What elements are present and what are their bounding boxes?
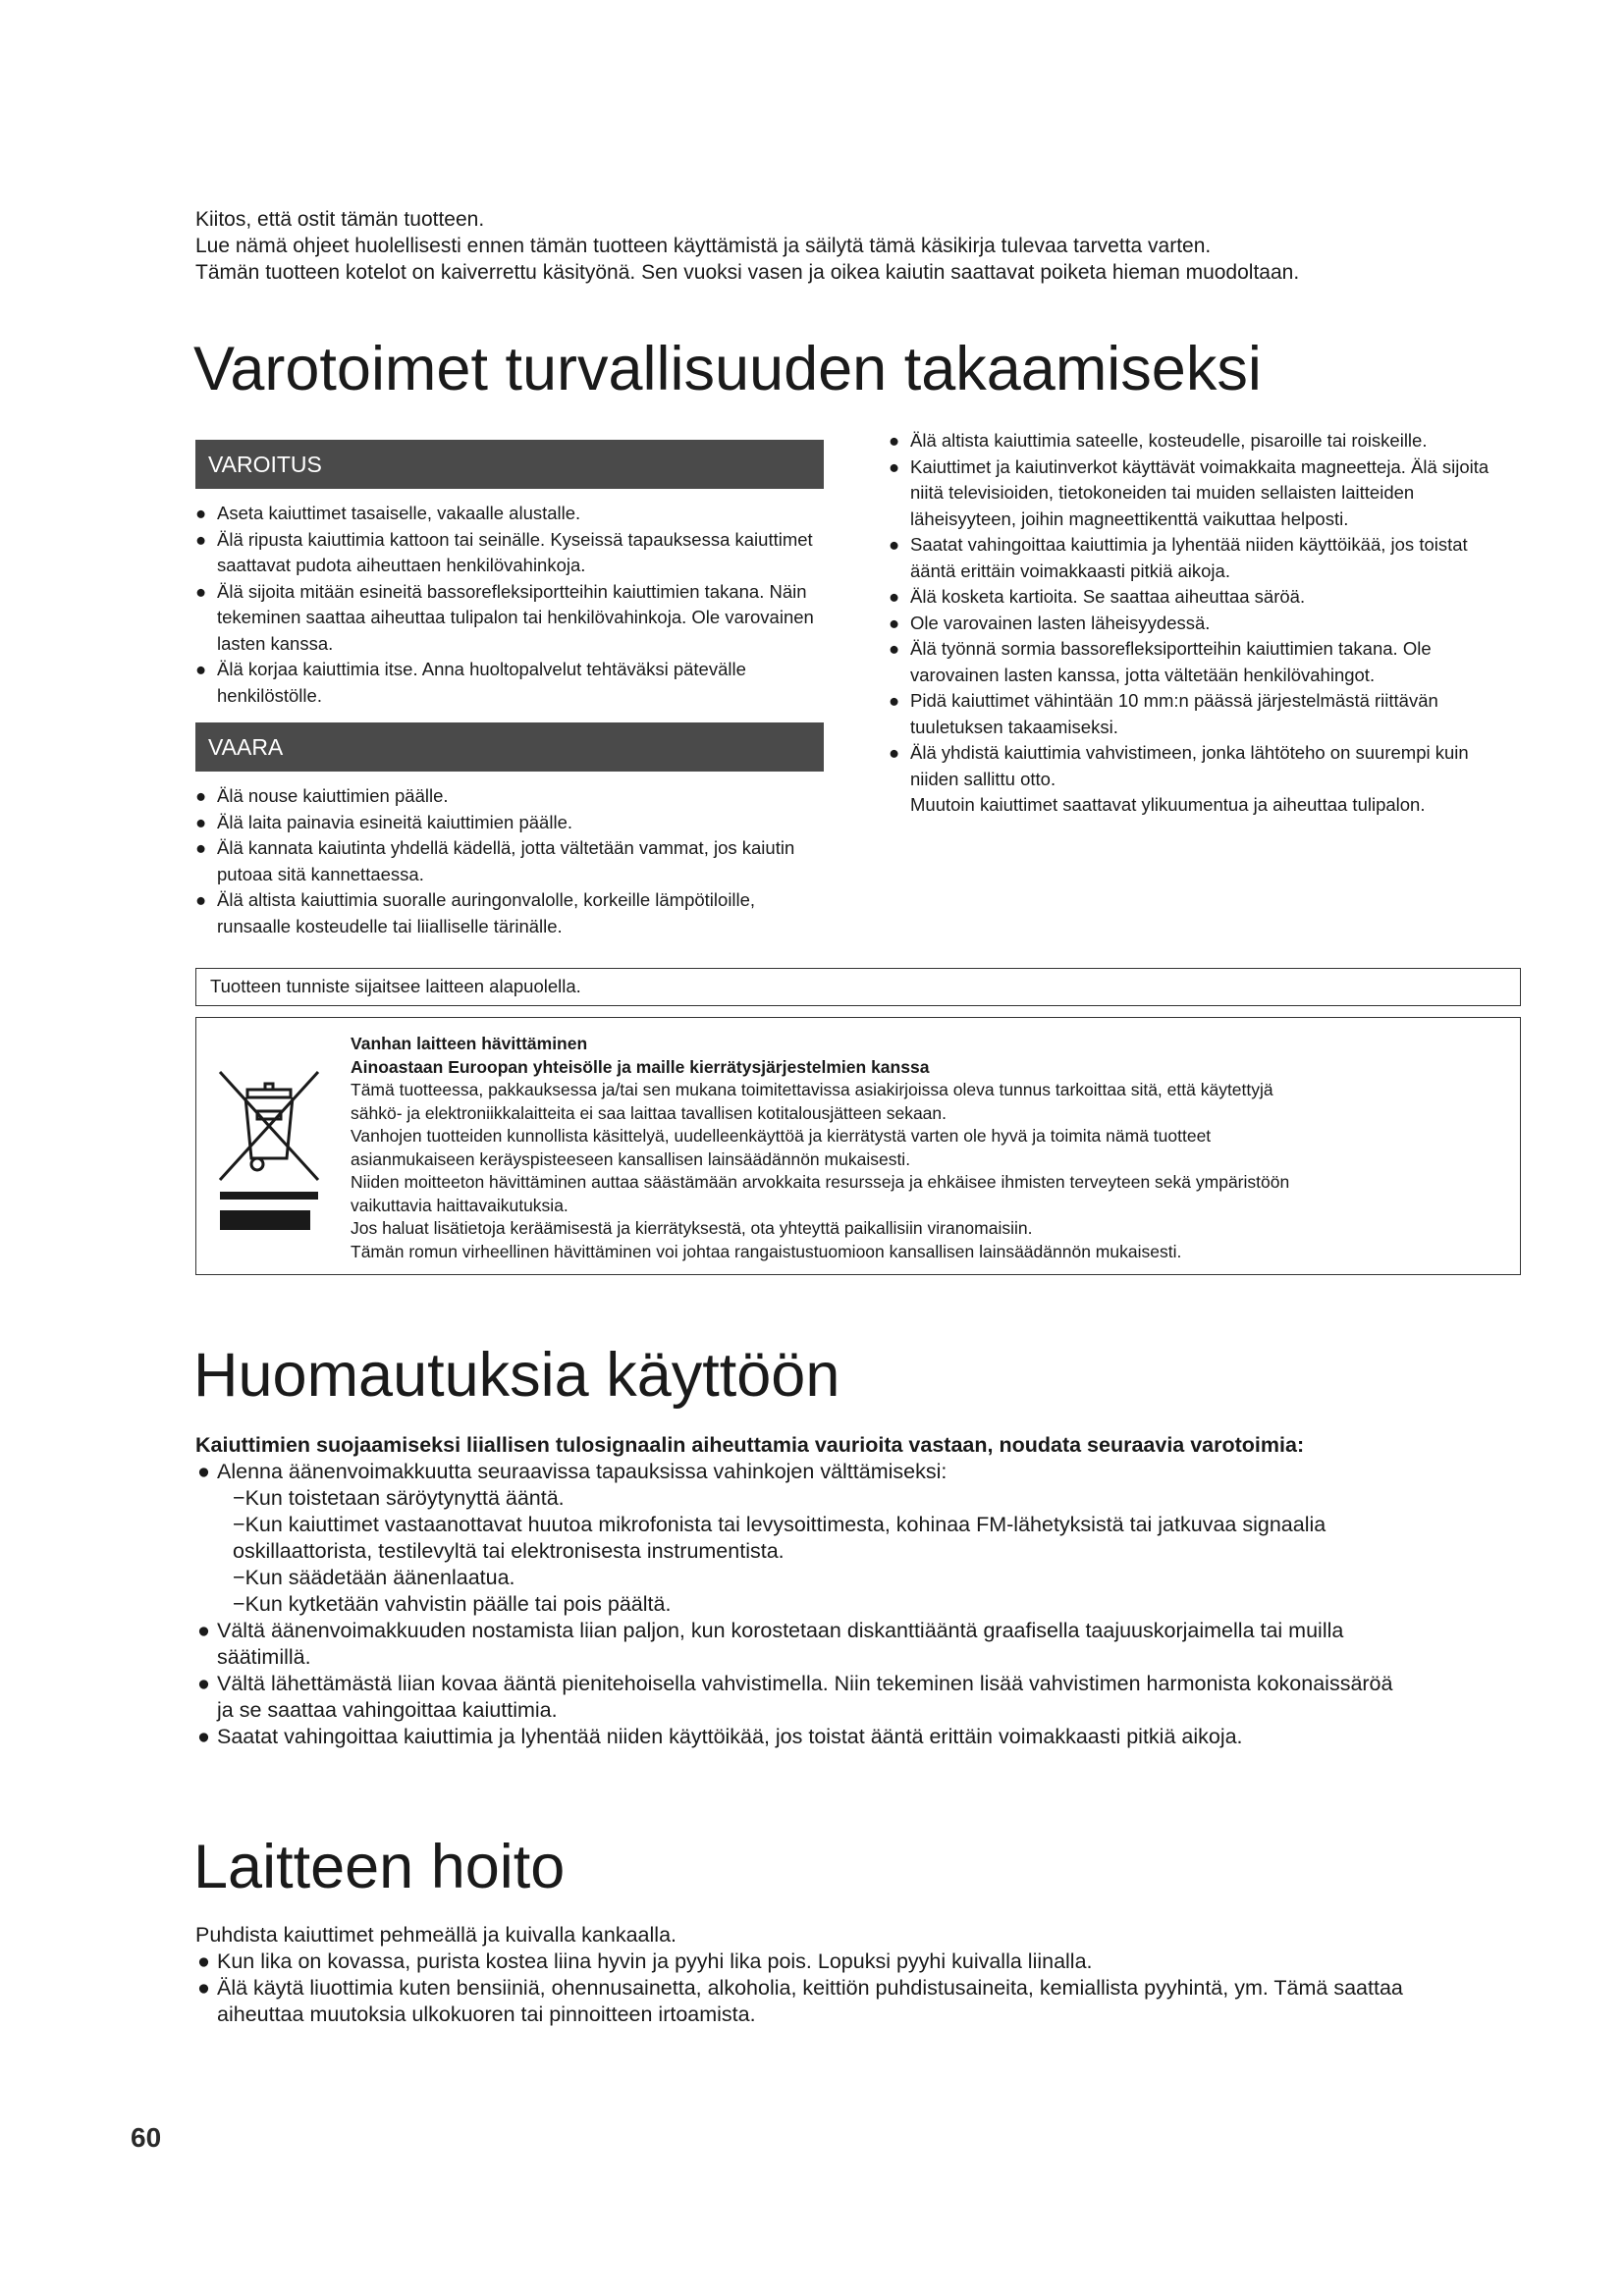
disposal-line: Jos haluat lisätietoja keräämisestä ja kierrätyksestä, ota yhteyttä paikallisiin viranomaisiin. bbox=[351, 1218, 1033, 1238]
section-title-safety: Varotoimet turvallisuuden takaamiseksi bbox=[193, 335, 1262, 403]
list-item: ● Älä ripusta kaiuttimia kattoon tai seinälle. Kyseissä tapauksessa kaiuttimet saattavat pudota aiheuttaen henkilövahinkoja. bbox=[195, 528, 813, 575]
disposal-black-bar bbox=[220, 1210, 310, 1230]
disposal-line: asianmukaiseen keräyspisteeseen kansallisen lainsäädännön mukaisesti. bbox=[351, 1148, 911, 1169]
list-item-continuation: ja se saattaa vahingoittaa kaiuttimia. bbox=[217, 1698, 558, 1722]
section-title-care: Laitteen hoito bbox=[193, 1833, 566, 1901]
danger-list bbox=[195, 783, 824, 939]
list-item: ● Aseta kaiuttimet tasaiselle, vakaalle alustalle. bbox=[195, 503, 581, 523]
dash-item: −Kun toistetaan säröytynyttä ääntä. bbox=[233, 1486, 565, 1510]
list-item: ● Vältä lähettämästä liian kovaa ääntä pienitehoisella vahvistimella. Niin tekeminen lisää vahvistimen harmonista kokonaissäröä bbox=[197, 1672, 1393, 1695]
list-item: ● Vältä äänenvoimakkuuden nostamista liian paljon, kun korostetaan diskanttiääntä graafisella taajuuskorjaimella tai muilla bbox=[197, 1619, 1344, 1642]
disposal-line: vaikuttavia haittavaikutuksia. bbox=[351, 1195, 568, 1215]
list-item: ● Älä laita painavia esineitä kaiuttimien päälle. bbox=[195, 811, 572, 832]
intro-text bbox=[195, 206, 1531, 286]
intro-line: Kiitos, että ostit tämän tuotteen. bbox=[195, 208, 485, 231]
list-item-continuation: aiheuttaa muutoksia ulkokuoren tai pinnoitteen irtoamista. bbox=[217, 2002, 756, 2026]
list-item: ● Kaiuttimet ja kaiutinverkot käyttävät voimakkaita magneetteja. Älä sijoita niitä televisioiden, tietokoneiden tai muiden sellaisten laitteiden läheisyyteen, joihin magneettikenttä vaikuttaa helposti. bbox=[889, 455, 1489, 529]
list-item: ● Älä sijoita mitään esineitä bassorefleksiportteihin kaiuttimien takana. Näin tekeminen saattaa aiheuttaa tulipalon tai henkilövahinkoja. Ole varovainen lasten kanssa. bbox=[195, 580, 814, 654]
disposal-text bbox=[351, 1033, 1509, 1263]
disposal-line: Vanhojen tuotteiden kunnollista käsittelyä, uudelleenkäyttöä ja kierrätystä varten ole hyvä ja toimita nämä tuotteet bbox=[351, 1126, 1212, 1146]
usage-lead: Kaiuttimien suojaamiseksi liiallisen tulosignaalin aiheuttamia vaurioita vastaan, noudata seuraavia varotoimia: bbox=[195, 1433, 1305, 1457]
page-number: 60 bbox=[131, 2122, 162, 2153]
list-item: ● Älä työnnä sormia bassorefleksiportteihin kaiuttimien takana. Ole varovainen lasten kanssa, jotta vältetään henkilövahingot. bbox=[889, 638, 1432, 685]
disposal-line: sähkö- ja elektroniikkalaitteita ei saa laittaa tavallisen kotitalousjätteen sekaan. bbox=[351, 1102, 947, 1123]
dash-item: −Kun kaiuttimet vastaanottavat huutoa mikrofonista tai levysoittimesta, kohinaa FM-lähetyksistä tai jatkuvaa signaalia bbox=[233, 1513, 1326, 1536]
list-item: ● Saatat vahingoittaa kaiuttimia ja lyhentää niiden käyttöikää, jos toistat ääntä erittäin voimakkaasti pitkiä aikoja. bbox=[197, 1725, 1243, 1748]
list-item: ● Älä kannata kaiutinta yhdellä kädellä, jotta vältetään vammat, jos kaiutin putoaa sitä kannettaessa. bbox=[195, 837, 795, 884]
list-item: ● Saatat vahingoittaa kaiuttimia ja lyhentää niiden käyttöikää, jos toistat ääntä erittäin voimakkaasti pitkiä aikoja. bbox=[889, 534, 1468, 581]
dash-item: −Kun säädetään äänenlaatua. bbox=[233, 1566, 515, 1589]
dash-item: −Kun kytketään vahvistin päälle tai pois päältä. bbox=[233, 1592, 672, 1616]
list-item: ● Kun lika on kovassa, purista kostea liina hyvin ja pyyhi lika pois. Lopuksi pyyhi kuivalla liinalla. bbox=[197, 1949, 1093, 1973]
list-item: ● Älä yhdistä kaiuttimia vahvistimeen, jonka lähtöteho on suurempi kuin niiden sallittu otto. bbox=[889, 742, 1469, 789]
intro-line: Lue nämä ohjeet huolellisesti ennen tämän tuotteen käyttämistä ja säilytä tämä käsikirja tulevaa tarvetta varten. bbox=[195, 235, 1212, 257]
crossed-out-wheelie-bin-icon bbox=[210, 1062, 328, 1200]
list-item: ● Älä käytä liuottimia kuten bensiiniä, ohennusainetta, alkoholia, keittiön puhdistusaineita, kemiallista pyyhintä, ym. Tämä saattaa bbox=[197, 1976, 1403, 2000]
warning-label-bar: VAROITUS bbox=[195, 440, 824, 489]
left-column bbox=[195, 440, 824, 939]
disposal-line: Tämän romun virheellinen hävittäminen voi johtaa rangaistustuomioon kansallisen lainsäädännön mukaisesti. bbox=[351, 1241, 1182, 1261]
list-item: ● Älä nouse kaiuttimien päälle. bbox=[195, 785, 449, 806]
section-title-usage: Huomautuksia käyttöön bbox=[193, 1341, 840, 1410]
list-item-continuation: säätimillä. bbox=[217, 1645, 311, 1669]
disposal-box bbox=[195, 1017, 1521, 1275]
list-item: ● Pidä kaiuttimet vähintään 10 mm:n päässä järjestelmästä riittävän tuuletuksen takaamiseksi. bbox=[889, 690, 1438, 737]
disposal-subtitle: Ainoastaan Euroopan yhteisölle ja maille kierrätysjärjestelmien kanssa bbox=[351, 1056, 930, 1077]
care-lead: Puhdista kaiuttimet pehmeällä ja kuivalla kankaalla. bbox=[195, 1923, 677, 1947]
list-item: ● Älä altista kaiuttimia suoralle auringonvalolle, korkeille lämpötiloille, runsaalle kosteudelle tai liialliselle tärinälle. bbox=[195, 889, 756, 936]
disposal-line: Niiden moitteeton hävittäminen auttaa säästämään arvokkaita resursseja ja ehkäisee ihmisten terveyteen sekä ympäristöön bbox=[351, 1172, 1290, 1192]
disposal-line: Tämä tuotteessa, pakkauksessa ja/tai sen mukana toimitettavissa asiakirjoissa oleva tunnus tarkoittaa sitä, että käytettyjä bbox=[351, 1080, 1273, 1099]
list-item: ● Älä altista kaiuttimia sateelle, kosteudelle, pisaroille tai roiskeille. bbox=[889, 430, 1428, 451]
list-item: ● Alenna äänenvoimakkuutta seuraavissa tapauksissa vahinkojen välttämiseksi: bbox=[197, 1460, 947, 1483]
product-id-note: Tuotteen tunniste sijaitsee laitteen alapuolella. bbox=[195, 968, 1521, 1006]
list-item: ● Älä korjaa kaiuttimia itse. Anna huoltopalvelut tehtäväksi pätevälle henkilöstölle. bbox=[195, 659, 746, 706]
usage-notes bbox=[195, 1432, 1531, 1750]
danger-label-bar: VAARA bbox=[195, 722, 824, 772]
disposal-title: Vanhan laitteen hävittäminen bbox=[351, 1034, 588, 1053]
right-column bbox=[889, 428, 1517, 819]
list-item: ● Ole varovainen lasten läheisyydessä. bbox=[889, 612, 1211, 633]
warning-list bbox=[195, 501, 824, 709]
dash-item-continuation: oskillaattorista, testilevyltä tai elektronisesta instrumentista. bbox=[233, 1539, 785, 1563]
list-item-continuation: Muutoin kaiuttimet saattavat ylikuumentua ja aiheuttaa tulipalon. bbox=[910, 794, 1426, 815]
intro-line: Tämän tuotteen kotelot on kaiverrettu käsityönä. Sen vuoksi vasen ja oikea kaiutin saattavat poiketa hieman muodoltaan. bbox=[195, 261, 1300, 284]
list-item: ● Älä kosketa kartioita. Se saattaa aiheuttaa säröä. bbox=[889, 586, 1306, 607]
care-notes bbox=[195, 1922, 1531, 2028]
